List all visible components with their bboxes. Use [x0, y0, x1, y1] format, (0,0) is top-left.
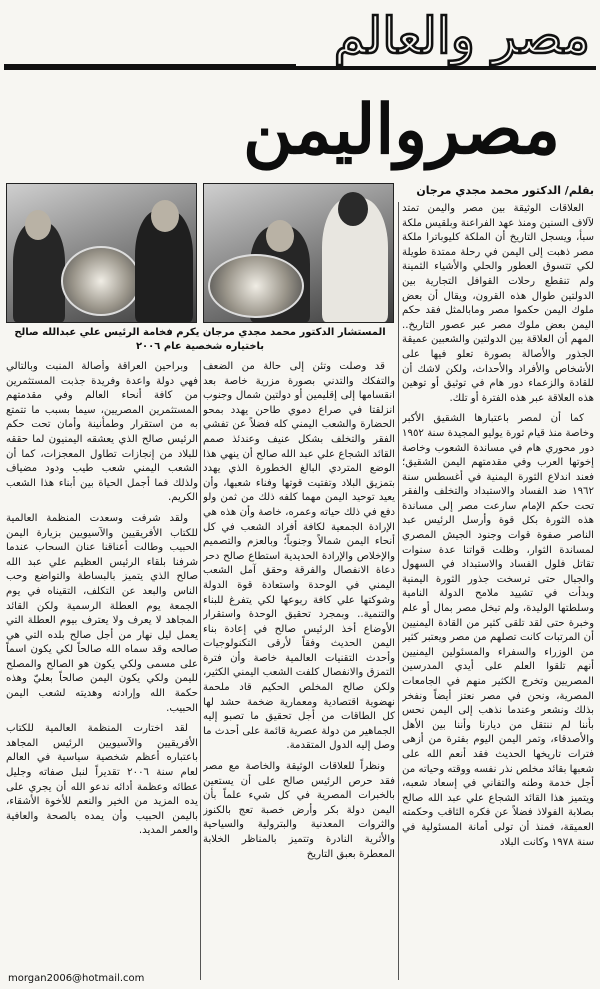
- paragraph: لقد اختارت المنظمة العالمية للكتاب الأفريقيين والآسيويين الرئيس المجاهد باعتباره أعظم شخصية سياسية في العالم لعام سنة ٢٠٠٦ تقديراً لنبل صفاته وجليل عطائه وعظمة أدائه ندعو الله أن يجري على يده المزيد من الخير والنعم للأخوة الأشقاء، باليمن الحبيب وأن يمده بالصحة والعافية والعمر المديد.: [6, 723, 198, 837]
- photo-left: [6, 183, 197, 323]
- column-right: [402, 202, 594, 980]
- banner-rule: [4, 64, 296, 66]
- author-email: morgan2006@hotmail.com: [8, 973, 145, 984]
- paragraph: قد وصلت وتئن إلى حالة من الضعف والتفكك والتدني بصورة مزرية خاصة بعد انقسامها إلى إقليمين أو دولتين شمال وجنوب انزلقتا في صراع دموي طاحن يهدد بمحو الحضارة والشعب اليمني كله فضلاً عن تفشي الفقر والتخلف بشكل عنيف وعندئذ صمم القائد الشجاع علي عبد الله صالح أن ينهي هذا الوضع المتردي البالغ الخطورة الذي يهدد بتمزيق البلاد وتفتيت قوتها وفناء شعبها، وأن يعيد توحيد اليمن مهما كلفه ذلك من ثمن ولو دفع في ذلك حياته وعمره، خاصة وأن هذه هي الإرادة الجمعية لكافة أفراد الشعب في كل أنحاء اليمن شمالاً وجنوباً؛ وبالعزم والتصميم والإخلاص والإرادة الحديدية استطاع صالح دحر دعاة الانفصال والفرقة وحقق آمل الشعب اليمني في الوحدة واستعادة قوة الدولة وشوكتها علي كافة ربوعها لكي يتفرغ للبناء والتنمية.. وبمجرد تحقيق الوحدة واستقرار الأوضاع أخذ الرئيس صالح في إعادة بناء اليمن الحديث وفقاً لأرقى التكنولوجيات وأحدث التقنيات العالمية خاصة وأن فترة التمزق والانفصال كلفت الشعب اليمني الكثير، ولكن صالح المخلص الحكيم قاد ملحمة نهضوية اقتصادية ومعمارية ضخمة حشد لها كل الطاقات من أجل تحقيق ما تصبو إليه الجماهير من دولة عصرية قائمة على أحدث ما وصل إليه الدول المتقدمة.: [203, 361, 395, 752]
- person-head: [25, 210, 51, 240]
- paragraph: وبراحين العراقة وأصالة المنبت وبالتالي فهي دولة واعدة وفريدة جذبت المستثمرين من كافة أنحاء العالم وفي مقدمتهم المستثمرين المصريين، سيما بسبب ما تتمتع به من استقرار وطمأنينة وأمان تحت حكم الرئيس صالح الذي يعشقه اليمنيون لما حققه للبلاد من إنجازات تطاول المعجزات، كما أن الشعب اليمني شعب طيب ودود مضياف ولذلك فما أجمل الحياة بين أبناء هذا الشعب الكريم.: [6, 361, 198, 504]
- column-middle: [203, 360, 395, 980]
- paragraph: كما أن لمصر باعتبارها الشقيق الأكبر وخاصة منذ قيام ثورة يوليو المجيدة سنة ١٩٥٢ دور محوري هام في مساندة الشعوب وخاصة إخوتها العرب وفي مقدمتهم اليمن الشقيق؛ فعند اندلاع الثورة اليمنية في أغسطس سنة ١٩٦٢ ضد الفساد والاستبداد والتخلف والفقر تحت حكم الإمام سارعت مصر إلى مساندة هذه الثورة بكل قوة وأرسل الرئيس عبد الناصر صفوة قوات وجنود الجيش المصري لمساندة الثوار، وظلت قواتنا عدة سنوات تقاتل فلول الفساد والاستبداد في السهول والجبال حتى ترسخت جذور الثورة اليمنية وبدأت في تشييد ملامح الدولة النامية وسلطتها الوليدة، ولم تبخل مصر بمال أو علم وخبرة حتى لقد تلقى كثير من القادة اليمنيين أن المرتبات كانت تصلهم من مصر ويعتبر كثير من الوزراء والسفراء والمسئولين اليمنيين أنهم تلقوا العلم على أيدي المدرسين المصريين وتخرج الكثير منهم في الجامعات المصرية، ونحن في مصر نعتز أيضاً ونفخر بذلك ونشعر وعندما نذهب إلى اليمن نحس بأننا لم ننتقل من ديارنا وأننا بين الأهل والأصدقاء، وتمر اليمن اليوم بفترة من أزهى فترات تاريخها الحديث فقد أنعم الله على شعبها بقائد مخلص نذر نفسه ووقته وحياته من أجل خدمة وطنه والتفاني في إسعاد شعبه، ويتميز هذا القائد الشجاع علي عبد الله صالح بصلابة الفولاذ فضلاً عن فكره الثاقب وحكمته العميقة، فمنذ أن تولى أمانة المسئولية في سنة ١٩٧٨ وكانت البلاد: [402, 413, 594, 848]
- photo-caption: المستشار الدكتور محمد مجدي مرجان يكرم فخامة الرئيس علي عبدالله صالح باختياره شخصية عام ٢٠٠٦: [14, 327, 386, 352]
- column-divider: [200, 360, 201, 980]
- person-head: [151, 200, 179, 232]
- paragraph: ولقد شرفت وسعدت المنظمة العالمية للكتاب الأفريقيين والآسيويين بزيارة اليمن الحبيب وطالت أعناقنا عنان السحاب عندما شرفنا بلقاء الرئيس العظيم علي عبد الله صالح الذي يتميز بالبساطة والتواضع وحب الناس والبعد عن التكلف، التقيناه في يوم الجمعة يوم العطلة الرسمية ولكن القائد المجاهد لا يعرف ولا يعترف بيوم العطلة التي يعمل ليل نهار من أجل صالح بلده التي هي صالحه وقد سماه الله صالحاً لكي يكون اسماً على مسمى ولكي يكون هو الصالح والمصلح لليمن ولكي يكون اليمن صالحاً بعليّ وهذه حكمة الله وإرادته وهديته لشعب اليمن الحبيب.: [6, 512, 198, 714]
- section-title: مصر والعالم: [333, 6, 590, 65]
- award-plate: [208, 254, 304, 318]
- article-photos: [6, 183, 394, 323]
- person-head: [266, 220, 294, 252]
- paragraph: ونظراً للعلاقات الوثيقة والخاصة مع مصر فقد حرص الرئيس صالح على أن يستعين بالخبرات المصرية في كل شيء علماً بأن اليمن دولة بكر وأرض خصبة تعج بالكنوز والثروات المعدنية والبترولية والسياحية والأثرية النادرة وتتميز بالمناظر الخلابة المعطرة بعبق التاريخ: [203, 761, 395, 860]
- paragraph: العلاقات الوثيقة بين مصر واليمن تمتد لآلاف السنين ومنذ عهد الفراعنة وبلقيس ملكة سبأ، ويسجل التاريخ أن الملكة كليوباترا ملكة مصر ذهبت إلى اليمن في رحلة ممتدة طويلة لكي تتسوق العطور والحلي والأشياء الثمينة ولم تنقطع رحلات القوافل التجارية بين الدولتين طوال هذه القرون، ويقال أن بعض ملوك اليمن حكموا مصر ومابالمثل فقد حكم اليمن بعض ملوك مصر عبر عصور التاريخ.. المهم أن العلاقة بين الدولتين والشعبين عميقة الجذور والأصالة بصورة تعلو فيها على الأشخاص والأفراد والأحداث، ولكن لاشك أن للقادة والزعماء دور هام في توثيق أو توهين هذه العلاقة عبر هذه الفترة أو تلك.: [402, 203, 594, 404]
- photo-right: [203, 183, 394, 323]
- person-head: [338, 192, 368, 226]
- section-banner: [4, 6, 596, 70]
- column-left: [6, 360, 198, 972]
- award-plate: [61, 246, 141, 316]
- author-byline: بقلم/ الدكتور محمد مجدي مرجان: [416, 184, 594, 197]
- column-divider: [398, 202, 399, 980]
- article-headline: مصرواليمن: [243, 90, 560, 170]
